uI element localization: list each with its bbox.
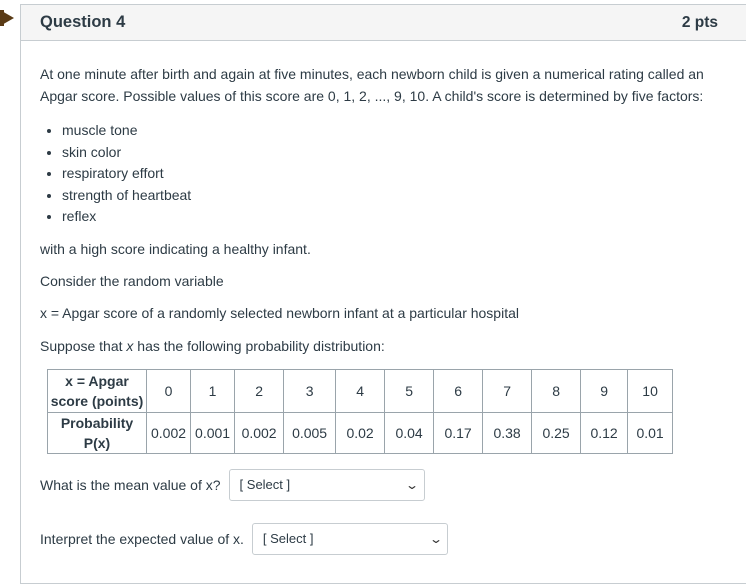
after-list-text: with a high score indicating a healthy infant. (40, 240, 311, 257)
mean-select-value: [ Select ] (239, 476, 291, 492)
mean-question-label: What is the mean value of x? (40, 476, 221, 493)
mean-select-dropdown[interactable] (229, 469, 425, 501)
suppose-post: has the following probability distribution: (133, 337, 385, 354)
chevron-down-icon: ⌄ (428, 531, 443, 546)
table-cell: 0.25 (532, 412, 581, 453)
variable-x: x (40, 304, 47, 321)
table-cell: 0.17 (434, 412, 483, 453)
chevron-down-icon: ⌄ (405, 477, 420, 492)
table-cell: 0.04 (385, 412, 434, 453)
list-item: • skin color (62, 142, 746, 164)
table-row (48, 369, 673, 412)
definition-text (40, 302, 746, 324)
list-item: • muscle tone (62, 120, 746, 142)
definition-rest: = Apgar score of a randomly selected newborn infant at a particular hospital (47, 304, 519, 321)
table-cell: 1 (191, 369, 235, 412)
question-header (21, 5, 746, 41)
interpret-question-row (40, 523, 746, 555)
table-cell: 0.01 (628, 412, 673, 453)
mean-question-row (40, 469, 746, 501)
intro-paragraph: At one minute after birth and again at five minutes, each newborn child is given a numerical rating called an Apgar score. Possible values of this score are 0, 1, 2, ..., 9, 10. A child's score is determined by five factors: (40, 66, 704, 104)
interpret-select-dropdown[interactable] (252, 523, 448, 555)
table-cell: 6 (434, 369, 483, 412)
list-item: • respiratory effort (62, 163, 746, 185)
table-cell: 0 (147, 369, 191, 412)
interpret-question-label: Interpret the expected value of x. (40, 530, 244, 547)
table-row-header: x = Apgar score (points) (48, 369, 147, 412)
question-panel (20, 4, 746, 584)
table-cell: 4 (336, 369, 385, 412)
suppose-pre: Suppose that (40, 337, 127, 354)
table-cell: 0.38 (483, 412, 532, 453)
table-cell: 2 (235, 369, 284, 412)
table-cell: 10 (628, 369, 673, 412)
table-cell: 0.005 (284, 412, 336, 453)
table-row-header: Probability P(x) (48, 412, 147, 453)
table-cell: 0.12 (581, 412, 628, 453)
consider-text: Consider the random variable (40, 272, 224, 289)
list-item: • reflex (62, 206, 746, 228)
question-content (21, 41, 746, 555)
table-cell: 3 (284, 369, 336, 412)
probability-distribution-table (47, 369, 673, 454)
suppose-text (40, 335, 746, 357)
table-cell: 0.002 (235, 412, 284, 453)
factor-list (40, 120, 746, 228)
bookmark-flag-icon[interactable] (0, 10, 14, 26)
question-title: Question 4 (40, 13, 126, 31)
list-item: • strength of heartbeat (62, 185, 746, 207)
table-cell: 9 (581, 369, 628, 412)
table-cell: 5 (385, 369, 434, 412)
table-cell: 8 (532, 369, 581, 412)
interpret-select-value: [ Select ] (262, 530, 314, 546)
table-row (48, 412, 673, 453)
variable-x: x (126, 337, 134, 354)
table-cell: 0.02 (336, 412, 385, 453)
table-cell: 0.001 (191, 412, 235, 453)
table-cell: 0.002 (147, 412, 191, 453)
question-points: 2 pts (681, 13, 718, 31)
table-cell: 7 (483, 369, 532, 412)
